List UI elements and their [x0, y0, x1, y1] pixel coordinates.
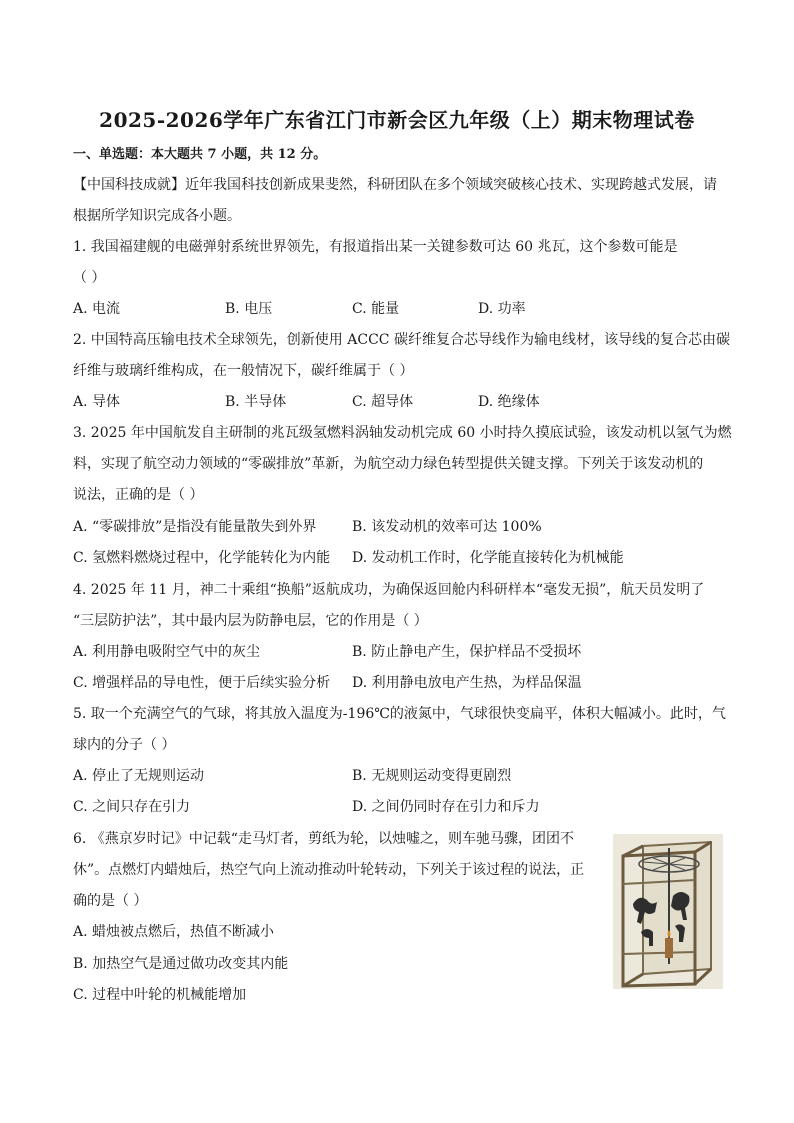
q3-option-b: B. 该发动机的效率可达 100%: [352, 519, 542, 535]
question-2-stem-cont: 纤维与玻璃纤维构成，在一般情况下，碳纤维属于（ ）: [73, 363, 414, 379]
q6-option-b: B. 加热空气是通过做功改变其内能: [73, 956, 289, 972]
question-3-stem-cont: 料，实现了航空动力领域的“零碳排放”革新，为航空动力绿色转型提供关键支撑。下列关于该发动机的: [73, 456, 704, 472]
q5-option-b: B. 无规则运动变得更剧烈: [352, 768, 512, 784]
q1-option-d: D. 功率: [478, 301, 526, 317]
question-5-stem: 5. 取一个充满空气的气球，将其放入温度为-196℃的液氮中，气球很快变扁平，体积大幅减小。此时，气: [73, 706, 726, 722]
q6-option-c: C. 过程中叶轮的机械能增加: [73, 987, 247, 1003]
question-1-stem-cont: （ ）: [73, 270, 106, 286]
question-4-stem: 4. 2025 年 11 月，神二十乘组“换船”返航成功，为确保返回舱内科研样本“毫发无损”，航天员发明了: [73, 582, 705, 598]
q2-option-b: B. 半导体: [225, 394, 287, 410]
q3-option-d: D. 发动机工作时，化学能直接转化为机械能: [352, 550, 624, 566]
q5-option-c: C. 之间只存在引力: [73, 799, 191, 815]
q4-option-a: A. 利用静电吸附空气中的灰尘: [73, 644, 261, 660]
question-3-stem: 3. 2025 年中国航发自主研制的兆瓦级氢燃料涡轴发动机完成 60 小时持久摸底试验，该发动机以氢气为燃: [73, 425, 732, 441]
q6-option-a: A. 蜡烛被点燃后，热值不断减小: [73, 924, 275, 940]
intro-line-2: 根据所学知识完成各小题。: [73, 208, 241, 224]
q4-option-c: C. 增强样品的导电性，便于后续实验分析: [73, 675, 331, 691]
question-6-stem-cont: 休”。点燃灯内蜡烛后，热空气向上流动推动叶轮转动，下列关于该过程的说法，正: [73, 862, 585, 878]
q2-option-a: A. 导体: [73, 394, 121, 410]
question-4-stem-cont: “三层防护法”，其中最内层为防静电层，它的作用是（ ）: [73, 613, 428, 629]
q3-option-a: A. “零碳排放”是指没有能量散失到外界: [73, 519, 317, 535]
q4-option-d: D. 利用静电放电产生热，为样品保温: [352, 675, 582, 691]
question-3-stem-end: 说法，正确的是（ ）: [73, 487, 204, 503]
q4-option-b: B. 防止静电产生，保护样品不受损坏: [352, 644, 582, 660]
q3-option-c: C. 氢燃料燃烧过程中，化学能转化为内能: [73, 550, 331, 566]
question-1-stem: 1. 我国福建舰的电磁弹射系统世界领先，有报道指出某一关键参数可达 60 兆瓦，这个参数可能是: [73, 239, 678, 255]
question-2-stem: 2. 中国特高压输电技术全球领先，创新使用 ACCC 碳纤维复合芯导线作为输电线材，该导线的复合芯由碳: [73, 332, 730, 348]
q5-option-d: D. 之间仍同时存在引力和斥力: [352, 799, 540, 815]
question-6-stem: 6. 《燕京岁时记》中记载“走马灯者，剪纸为轮，以烛嘘之，则车驰马骤，团团不: [73, 831, 574, 847]
intro-line-1: 【中国科技成就】近年我国科技创新成果斐然，科研团队在多个领域突破核心技术、实现跨越式发展，请: [73, 177, 717, 193]
q1-option-b: B. 电压: [225, 301, 273, 317]
q5-option-a: A. 停止了无规则运动: [73, 768, 205, 784]
exam-title: 2025-2026学年广东省江门市新会区九年级（上）期末物理试卷: [99, 108, 695, 132]
q1-option-a: A. 电流: [73, 301, 121, 317]
q2-option-d: D. 绝缘体: [478, 394, 540, 410]
section-heading: 一、单选题：本大题共 7 小题，共 12 分。: [73, 147, 327, 162]
question-6-stem-end: 确的是（ ）: [73, 893, 148, 909]
q2-option-c: C. 超导体: [352, 394, 414, 410]
q1-option-c: C. 能量: [352, 301, 400, 317]
lantern-illustration-icon: [613, 834, 723, 989]
question-5-stem-cont: 球内的分子（ ）: [73, 737, 176, 753]
